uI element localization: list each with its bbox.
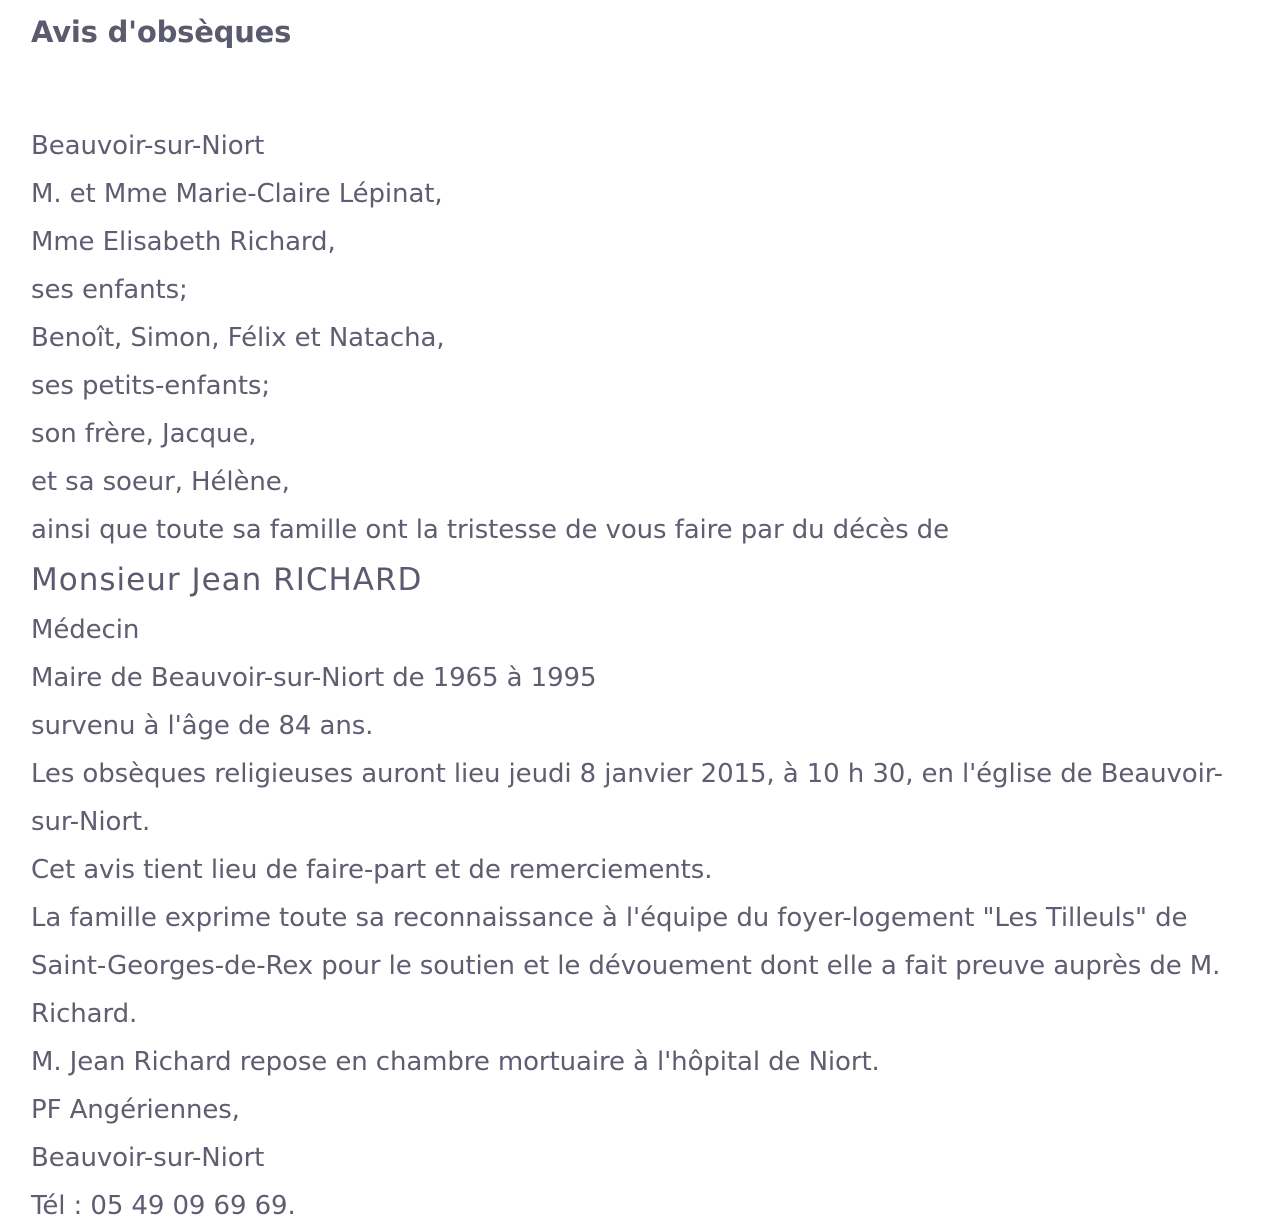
notice-line: Cet avis tient lieu de faire-part et de remerciements. <box>31 855 713 885</box>
intro-line-family-2: Mme Elisabeth Richard, <box>31 227 336 257</box>
intro-line-brother: son frère, Jacque, <box>31 419 257 449</box>
funeral-line: Les obsèques religieuses auront lieu jeudi 8 janvier 2015, à 10 h 30, en l'église de Beauvoir-sur-Niort. <box>31 759 1223 837</box>
page-title: Avis d'obsèques <box>31 15 292 49</box>
rest-line: M. Jean Richard repose en chambre mortuaire à l'hôpital de Niort. <box>31 1047 880 1077</box>
mayor-line: Maire de Beauvoir-sur-Niort de 1965 à 1995 <box>31 663 597 693</box>
age-line: survenu à l'âge de 84 ans. <box>31 711 374 741</box>
intro-line-grandchildren-names: Benoît, Simon, Félix et Natacha, <box>31 323 445 353</box>
profession-line: Médecin <box>31 615 140 645</box>
intro-line-grandchildren: ses petits-enfants; <box>31 371 271 401</box>
intro-line-family-1: M. et Mme Marie-Claire Lépinat, <box>31 179 443 209</box>
intro-line-sister: et sa soeur, Hélène, <box>31 467 290 497</box>
obituary-page <box>31 0 1265 1221</box>
funeral-home-name: PF Angériennes, <box>31 1095 240 1125</box>
obituary-body <box>31 122 1265 1230</box>
intro-line-announcement: ainsi que toute sa famille ont la tristesse de vous faire par du décès de <box>31 515 949 545</box>
funeral-home-phone: Tél : 05 49 09 69 69. <box>31 1191 296 1221</box>
funeral-home-town: Beauvoir-sur-Niort <box>31 1143 265 1173</box>
intro-line-town: Beauvoir-sur-Niort <box>31 131 265 161</box>
deceased-name: Monsieur Jean RICHARD <box>31 562 423 598</box>
thanks-line: La famille exprime toute sa reconnaissance à l'équipe du foyer-logement "Les Tilleuls" de Saint-Georges-de-Rex pour le soutien et le dévouement dont elle a fait preuve auprès de M. Richard. <box>31 903 1221 1029</box>
intro-line-children: ses enfants; <box>31 275 188 305</box>
